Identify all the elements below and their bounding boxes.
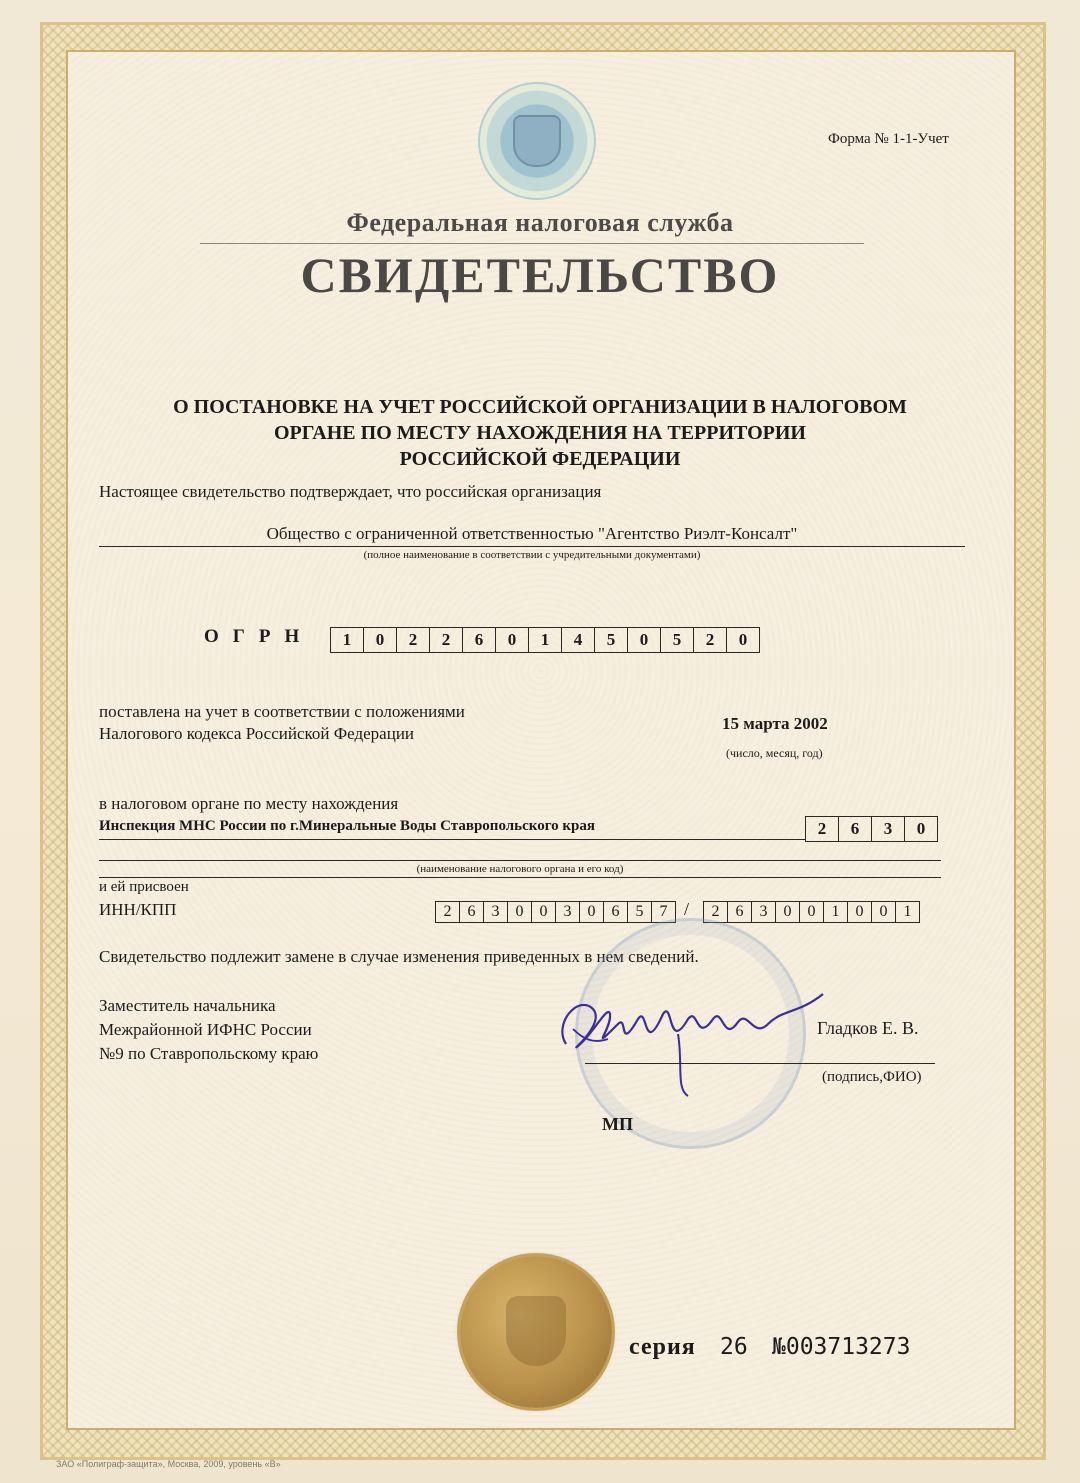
tax-office-underline xyxy=(99,839,805,840)
intro-text: Настоящее свидетельство подтверждает, что российская организация xyxy=(99,482,602,501)
signatory-name: Гладков Е. В. xyxy=(817,1018,919,1038)
kpp-digit: 6 xyxy=(727,901,752,923)
organization-caption: (полное наименование в соответствии с учредительными документами) xyxy=(363,549,701,561)
series-code: 26 xyxy=(720,1334,748,1360)
tax-office-underline-3 xyxy=(99,877,941,878)
replacement-note: Свидетельство подлежит замене в случае изменения приведенных в нем сведений. xyxy=(99,947,699,966)
stamp-place-label: МП xyxy=(602,1114,633,1134)
ogrn-label: ОГРН xyxy=(204,626,314,647)
signature-caption: (подпись,ФИО) xyxy=(822,1069,922,1085)
ogrn-digit: 0 xyxy=(627,627,661,653)
inn-digit: 0 xyxy=(507,901,532,923)
tax-office-code-digit: 2 xyxy=(805,816,839,842)
series-label: серия xyxy=(629,1334,696,1360)
subtitle-line: РОССИЙСКОЙ ФЕДЕРАЦИИ xyxy=(399,448,681,470)
tax-office-name: Инспекция МНС России по г.Минеральные Воды Ставропольского края xyxy=(99,818,595,834)
ogrn-digit: 2 xyxy=(396,627,430,653)
inn-digit: 3 xyxy=(555,901,580,923)
signature-icon xyxy=(548,984,838,1104)
ogrn-digit: 2 xyxy=(693,627,727,653)
kpp-digit: 2 xyxy=(703,901,728,923)
eagle-emblem-icon xyxy=(506,1296,566,1366)
header-divider xyxy=(200,243,864,244)
ogrn-digit: 5 xyxy=(594,627,628,653)
form-number: Форма № 1-1-Учет xyxy=(828,131,949,147)
position-line: Заместитель начальника xyxy=(99,996,276,1015)
ogrn-digit: 2 xyxy=(429,627,463,653)
kpp-digit: 0 xyxy=(799,901,824,923)
registration-date: 15 марта 2002 xyxy=(722,714,828,733)
ogrn-cells xyxy=(331,627,760,653)
inn-digit: 0 xyxy=(531,901,556,923)
kpp-digit: 0 xyxy=(871,901,896,923)
inn-digit: 2 xyxy=(435,901,460,923)
kpp-digit: 3 xyxy=(751,901,776,923)
signature-underline xyxy=(585,1063,935,1064)
tax-office-underline-2 xyxy=(99,860,941,861)
inn-cells xyxy=(436,901,676,923)
document-title: СВИДЕТЕЛЬСТВО xyxy=(300,247,780,303)
tax-office-code-digit: 0 xyxy=(904,816,938,842)
certificate-number: №003713273 xyxy=(772,1334,911,1360)
tax-office-caption: (наименование налогового органа и его код) xyxy=(416,863,624,875)
subtitle-line: ОРГАНЕ ПО МЕСТУ НАХОЖДЕНИЯ НА ТЕРРИТОРИИ xyxy=(273,422,806,444)
kpp-digit: 1 xyxy=(823,901,848,923)
inn-digit: 5 xyxy=(627,901,652,923)
ogrn-digit: 4 xyxy=(561,627,595,653)
inn-digit: 0 xyxy=(579,901,604,923)
kpp-cells xyxy=(704,901,920,923)
ogrn-digit: 0 xyxy=(726,627,760,653)
agency-name: Федеральная налоговая служба xyxy=(346,208,734,237)
registered-line-1: поставлена на учет в соответствии с положениями xyxy=(99,702,465,721)
printer-imprint: ЗАО «Полиграф-защита», Москва, 2009, уровень «В» xyxy=(56,1459,281,1469)
tax-office-code-digit: 6 xyxy=(838,816,872,842)
tax-office-intro: в налоговом органе по месту нахождения xyxy=(99,794,399,813)
inn-digit: 7 xyxy=(651,901,676,923)
signatory-position xyxy=(99,994,318,1066)
hologram-emblem-icon xyxy=(478,82,596,200)
ogrn-digit: 5 xyxy=(660,627,694,653)
ogrn-digit: 0 xyxy=(495,627,529,653)
kpp-digit: 1 xyxy=(895,901,920,923)
registered-line-2: Налогового кодекса Российской Федерации xyxy=(99,724,415,743)
kpp-digit: 0 xyxy=(775,901,800,923)
position-line: №9 по Ставропольскому краю xyxy=(99,1044,319,1063)
ogrn-digit: 1 xyxy=(330,627,364,653)
assigned-label: и ей присвоен xyxy=(99,879,189,895)
organization-name: Общество с ограниченной ответственностью "Агентство Риэлт-Консалт" xyxy=(266,524,798,543)
organization-underline xyxy=(99,546,965,547)
gold-seal-icon xyxy=(460,1256,612,1408)
tax-office-code-cells xyxy=(806,816,938,842)
position-line: Межрайонной ИФНС России xyxy=(99,1020,312,1039)
kpp-separator: / xyxy=(684,899,690,919)
ogrn-digit: 6 xyxy=(462,627,496,653)
tax-office-code-digit: 3 xyxy=(871,816,905,842)
ogrn-digit: 1 xyxy=(528,627,562,653)
date-caption: (число, месяц, год) xyxy=(726,746,823,760)
coat-of-arms-icon xyxy=(513,115,561,167)
kpp-digit: 0 xyxy=(847,901,872,923)
inn-kpp-label: ИНН/КПП xyxy=(99,900,177,919)
inn-digit: 6 xyxy=(459,901,484,923)
inn-digit: 3 xyxy=(483,901,508,923)
inn-digit: 6 xyxy=(603,901,628,923)
document-subtitle xyxy=(0,394,1080,472)
ogrn-digit: 0 xyxy=(363,627,397,653)
subtitle-line: О ПОСТАНОВКЕ НА УЧЕТ РОССИЙСКОЙ ОРГАНИЗАЦИИ В НАЛОГОВОМ xyxy=(173,396,907,418)
